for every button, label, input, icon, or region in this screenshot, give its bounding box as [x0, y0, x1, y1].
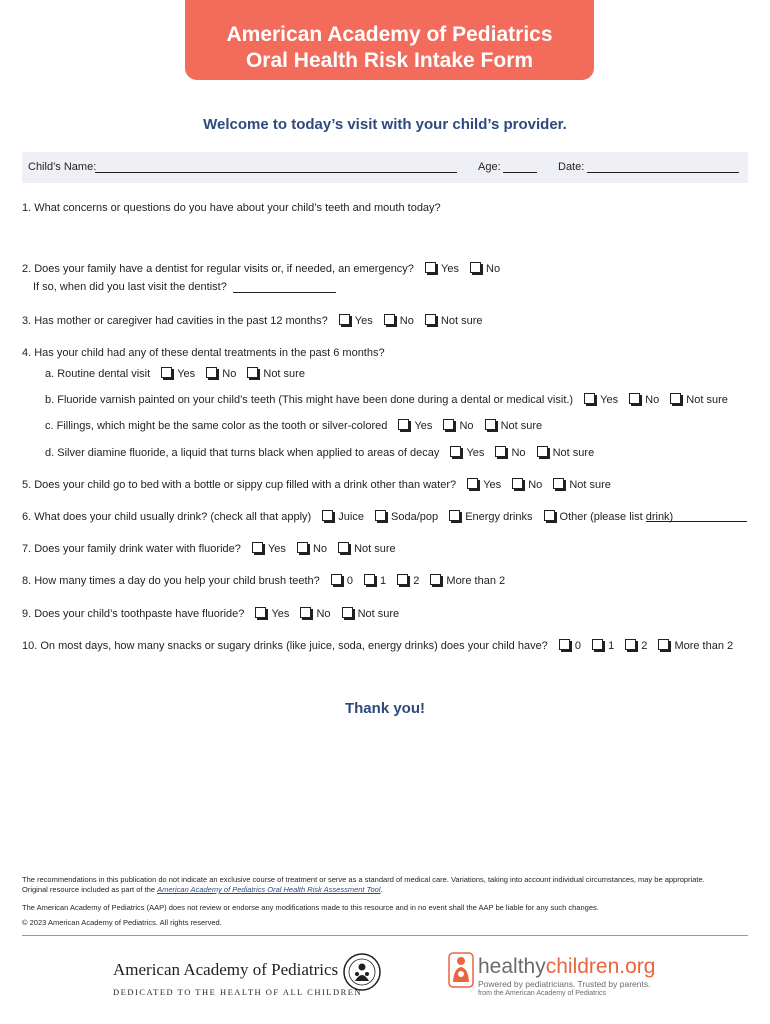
question-4a — [45, 367, 305, 381]
q7-yes-checkbox[interactable] — [252, 542, 263, 553]
q3-not-sure-checkbox[interactable] — [425, 314, 436, 325]
aap-seal-icon — [342, 950, 382, 994]
question-1: 1. What concerns or questions do you have about your child’s teeth and mouth today? — [22, 202, 441, 214]
q3-not-sure-label: Not sure — [440, 315, 483, 327]
child-name-field[interactable] — [95, 172, 457, 173]
q6-energy-checkbox[interactable] — [449, 510, 460, 521]
q4a-not-sure-checkbox[interactable] — [247, 367, 258, 378]
question-6-text: 6. What does your child usually drink? (check all that apply) — [22, 511, 312, 523]
question-10-text: 10. On most days, how many snacks or sugary drinks (like juice, soda, energy drinks) does your child have? — [22, 640, 548, 652]
q5-not-sure-label: Not sure — [569, 479, 611, 491]
q5-yes-checkbox[interactable] — [467, 478, 478, 489]
q6-soda-checkbox[interactable] — [375, 510, 386, 521]
disclaimer-line-1: The recommendations in this publication do not indicate an exclusive course of treatment or serve as a standard of medical care. Variations, taking into account individual circumstances, may be appropriate. — [22, 875, 705, 884]
q4c-yes-checkbox[interactable] — [398, 419, 409, 430]
q2-no-label: No — [486, 263, 501, 275]
q9-not-sure-checkbox[interactable] — [342, 607, 353, 618]
q8-2-label: 2 — [413, 575, 420, 587]
q8-more-label: More than 2 — [446, 575, 506, 587]
hc-name-a: healthy — [478, 955, 546, 978]
q3-yes-label: Yes — [354, 315, 373, 327]
q3-no-label: No — [399, 315, 414, 327]
last-dentist-visit-field[interactable] — [233, 292, 336, 293]
q10-2-label: 2 — [641, 640, 648, 652]
q8-1-checkbox[interactable] — [364, 574, 375, 585]
q6-other-field[interactable] — [646, 521, 747, 522]
question-9 — [22, 607, 399, 621]
q10-more-checkbox[interactable] — [658, 639, 669, 650]
q9-not-sure-label: Not sure — [357, 608, 400, 620]
question-4d-text: d. Silver diamine fluoride, a liquid that turns black when applied to areas of decay — [45, 447, 440, 459]
q6-other-label: Other (please list drink) — [559, 511, 674, 523]
q7-not-sure-checkbox[interactable] — [338, 542, 349, 553]
q4a-yes-checkbox[interactable] — [161, 367, 172, 378]
question-10 — [22, 639, 733, 653]
q4d-not-sure-checkbox[interactable] — [537, 446, 548, 457]
disclaimer-line-2-suffix: . — [380, 885, 383, 894]
q9-yes-checkbox[interactable] — [255, 607, 266, 618]
title-line-1: American Academy of Pediatrics — [226, 23, 553, 46]
question-2 — [22, 262, 500, 276]
aap-tagline: DEDICATED TO THE HEALTH OF ALL CHILDREN — [113, 987, 363, 997]
date-field[interactable] — [587, 172, 739, 173]
child-name-label: Child’s Name: — [28, 161, 97, 173]
q5-yes-label: Yes — [483, 479, 502, 491]
question-4a-text: a. Routine dental visit — [45, 368, 151, 380]
form-title-banner — [185, 0, 594, 80]
q4b-no-label: No — [645, 394, 660, 406]
question-4b-text: b. Fluoride varnish painted on your child’s teeth (This might have been done during a dental or medical visit.) — [45, 394, 574, 406]
q4b-yes-checkbox[interactable] — [584, 393, 595, 404]
q9-yes-label: Yes — [271, 608, 290, 620]
q4c-no-checkbox[interactable] — [443, 419, 454, 430]
q6-other-checkbox[interactable] — [544, 510, 555, 521]
q4d-no-label: No — [511, 447, 526, 459]
age-label: Age: — [478, 161, 501, 173]
q6-juice-label: Juice — [338, 511, 364, 523]
q7-not-sure-label: Not sure — [354, 543, 396, 555]
q4b-not-sure-label: Not sure — [686, 394, 728, 406]
healthychildren-logo-text — [478, 955, 655, 979]
q4c-yes-label: Yes — [414, 420, 433, 432]
question-5 — [22, 478, 611, 492]
q4d-not-sure-label: Not sure — [552, 447, 595, 459]
q10-1-checkbox[interactable] — [592, 639, 603, 650]
healthychildren-family-icon — [448, 952, 474, 988]
footer-divider — [22, 935, 748, 936]
q4b-no-checkbox[interactable] — [629, 393, 640, 404]
hc-name-b: children.org — [545, 955, 656, 978]
question-9-text: 9. Does your child’s toothpaste have fluoride? — [22, 608, 245, 620]
q5-no-checkbox[interactable] — [512, 478, 523, 489]
q2-no-checkbox[interactable] — [470, 262, 481, 273]
question-7-text: 7. Does your family drink water with fluoride? — [22, 543, 241, 555]
q10-more-label: More than 2 — [674, 640, 734, 652]
question-3 — [22, 314, 483, 328]
q4a-yes-label: Yes — [177, 368, 196, 380]
question-4c-text: c. Fillings, which might be the same color as the tooth or silver-colored — [45, 420, 388, 432]
healthychildren-from: from the American Academy of Pediatrics — [478, 990, 606, 997]
q8-0-checkbox[interactable] — [331, 574, 342, 585]
q6-juice-checkbox[interactable] — [322, 510, 333, 521]
q8-2-checkbox[interactable] — [397, 574, 408, 585]
question-2-sub: If so, when did you last visit the dentist? — [33, 281, 227, 293]
q7-no-checkbox[interactable] — [297, 542, 308, 553]
child-info-bar — [22, 152, 748, 183]
oral-health-tool-link[interactable]: American Academy of Pediatrics Oral Health Risk Assessment Tool — [157, 885, 381, 894]
q6-soda-label: Soda/pop — [391, 511, 439, 523]
question-4: 4. Has your child had any of these dental treatments in the past 6 months? — [22, 347, 385, 359]
question-5-text: 5. Does your child go to bed with a bottle or sippy cup filled with a drink other than water? — [22, 479, 457, 491]
q3-yes-checkbox[interactable] — [339, 314, 350, 325]
q7-no-label: No — [312, 543, 328, 555]
q5-no-label: No — [528, 479, 543, 491]
disclaimer-line-3: The American Academy of Pediatrics (AAP) does not review or endorse any modifications made to this resource and in no event shall the AAP be liable for any such changes. — [22, 903, 599, 912]
question-3-text: 3. Has mother or caregiver had cavities in the past 12 months? — [22, 315, 328, 327]
question-8-text: 8. How many times a day do you help your child brush teeth? — [22, 575, 320, 587]
healthychildren-tagline: Powered by pediatricians. Trusted by parents. — [478, 979, 651, 989]
title-line-2: Oral Health Risk Intake Form — [245, 49, 534, 72]
q4b-not-sure-checkbox[interactable] — [670, 393, 681, 404]
q4d-yes-checkbox[interactable] — [450, 446, 461, 457]
q4c-not-sure-label: Not sure — [500, 420, 543, 432]
q5-not-sure-checkbox[interactable] — [553, 478, 564, 489]
question-4d — [45, 446, 594, 460]
q10-0-label: 0 — [574, 640, 581, 652]
q9-no-checkbox[interactable] — [300, 607, 311, 618]
q6-energy-label: Energy drinks — [465, 511, 533, 523]
date-label: Date: — [558, 161, 585, 173]
question-8 — [22, 574, 505, 588]
disclaimer-line-2-prefix: Original resource included as part of the — [22, 885, 158, 894]
question-2-text: 2. Does your family have a dentist for regular visits or, if needed, an emergency? — [22, 263, 414, 275]
q2-yes-checkbox[interactable] — [425, 262, 436, 273]
question-6 — [22, 510, 673, 524]
question-7 — [22, 542, 396, 556]
q10-2-checkbox[interactable] — [625, 639, 636, 650]
q4d-no-checkbox[interactable] — [495, 446, 506, 457]
q8-1-label: 1 — [380, 575, 387, 587]
q3-no-checkbox[interactable] — [384, 314, 395, 325]
disclaimer-line-2 — [22, 885, 383, 895]
q4b-yes-label: Yes — [600, 394, 619, 406]
q9-no-label: No — [316, 608, 331, 620]
aap-logo-text: American Academy of Pediatrics — [113, 960, 339, 979]
q4a-not-sure-label: Not sure — [263, 368, 305, 380]
q4a-no-checkbox[interactable] — [206, 367, 217, 378]
q4c-no-label: No — [459, 420, 474, 432]
q4d-yes-label: Yes — [466, 447, 485, 459]
welcome-heading: Welcome to today’s visit with your child’s provider. — [203, 116, 567, 133]
q4c-not-sure-checkbox[interactable] — [485, 419, 496, 430]
question-4c — [45, 419, 542, 433]
q2-yes-label: Yes — [441, 263, 459, 275]
q8-0-label: 0 — [346, 575, 353, 587]
q10-1-label: 1 — [608, 640, 615, 652]
q8-more-checkbox[interactable] — [430, 574, 441, 585]
thank-you-heading: Thank you! — [344, 700, 425, 717]
q4a-no-label: No — [222, 368, 237, 380]
age-field[interactable] — [503, 172, 537, 173]
copyright: © 2023 American Academy of Pediatrics. All rights reserved. — [22, 918, 222, 927]
q7-yes-label: Yes — [267, 543, 286, 555]
question-4b — [45, 393, 728, 407]
q10-0-checkbox[interactable] — [559, 639, 570, 650]
